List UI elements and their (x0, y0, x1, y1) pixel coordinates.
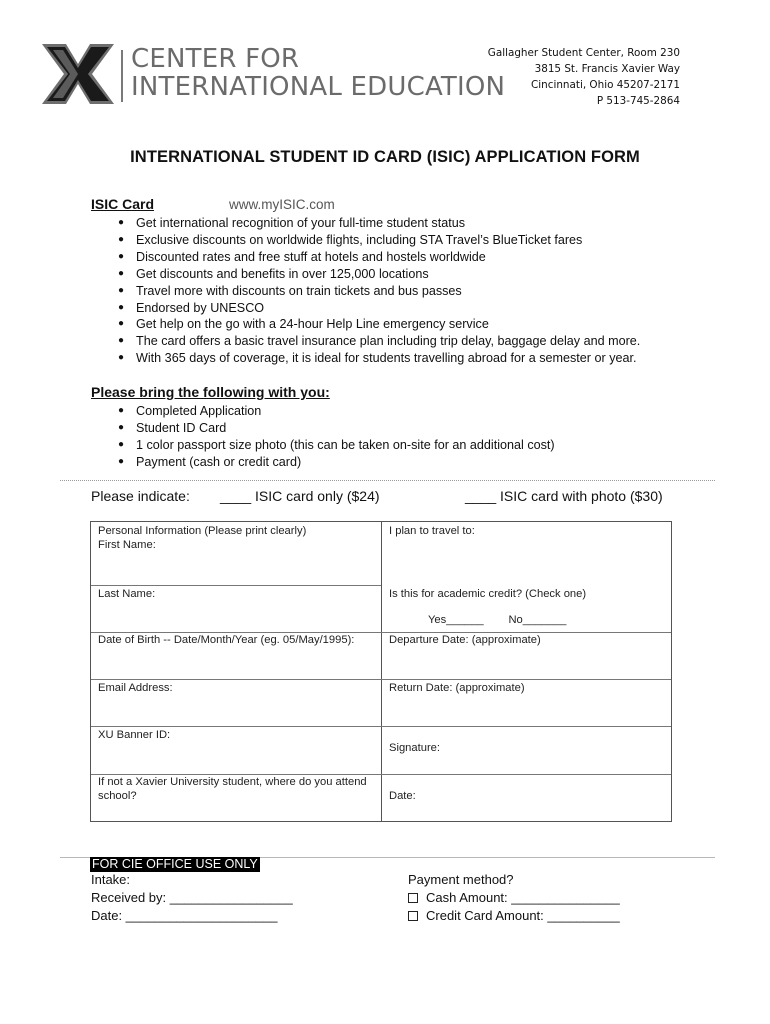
list-item: ● Get help on the go with a 24-hour Help Line emergency service (118, 317, 489, 332)
list-item: ● Endorsed by UNESCO (118, 300, 265, 315)
indicate-label: Please indicate: (91, 488, 190, 504)
table-row-divider (91, 726, 671, 727)
credit-card-checkbox[interactable] (408, 911, 418, 921)
address-phone: P 513-745-2864 (596, 95, 680, 107)
table-column-divider (381, 522, 382, 821)
isic-website-link[interactable]: www.myISIC.com (229, 197, 335, 212)
email-field[interactable]: Email Address: (98, 682, 173, 694)
list-item: ● Payment (cash or credit card) (118, 454, 302, 469)
list-item: ● 1 color passport size photo (this can be taken on-site for an additional cost) (118, 437, 555, 452)
signature-field[interactable]: Signature: (389, 742, 440, 754)
bullet-icon: ● (118, 318, 125, 330)
bullet-icon: ● (118, 267, 125, 279)
other-school-field-line1[interactable]: If not a Xavier University student, where do you attend (98, 776, 367, 788)
bullet-icon: ● (118, 335, 125, 347)
travel-destination-field[interactable]: I plan to travel to: (389, 525, 475, 537)
logo-text-line1: CENTER FOR (131, 44, 300, 74)
bullet-icon: ● (118, 405, 125, 416)
list-item: ● Travel more with discounts on train tickets and bus passes (118, 283, 462, 298)
personal-info-heading: Personal Information (Please print clearly) (98, 525, 307, 537)
isic-heading: ISIC Card (91, 196, 155, 212)
cash-amount-row[interactable] (408, 889, 620, 907)
credit-amount-row[interactable] (408, 907, 620, 925)
departure-date-field[interactable]: Departure Date: (approximate) (389, 634, 541, 646)
bullet-icon: ● (118, 301, 125, 313)
date-field[interactable]: Date: (389, 790, 416, 802)
list-item: ● Student ID Card (118, 420, 227, 435)
table-row-divider (91, 679, 671, 680)
bullet-icon: ● (118, 352, 125, 364)
address-line: 3815 St. Francis Xavier Way (534, 63, 680, 75)
banner-id-field[interactable]: XU Banner ID: (98, 729, 171, 741)
bring-items-list (118, 403, 555, 471)
option-card-with-photo[interactable]: ____ ISIC card with photo ($30) (465, 488, 663, 504)
received-by-field[interactable]: Received by: _________________ (91, 890, 293, 905)
list-item: ● Get discounts and benefits in over 125,000 locations (118, 266, 429, 281)
logo-divider (121, 50, 123, 102)
return-date-field[interactable]: Return Date: (approximate) (389, 682, 525, 694)
first-name-field[interactable]: First Name: (98, 539, 156, 551)
list-item: ● Discounted rates and free stuff at hotels and hostels worldwide (118, 249, 486, 264)
payment-method-label: Payment method? (408, 872, 514, 887)
cash-amount-label: Cash Amount: _______________ (426, 890, 620, 905)
bring-heading: Please bring the following with you: (91, 384, 330, 400)
form-title: INTERNATIONAL STUDENT ID CARD (ISIC) APPLICATION FORM (130, 148, 640, 166)
bullet-icon: ● (118, 250, 125, 262)
bullet-icon: ● (118, 233, 125, 245)
address-line: Cincinnati, Ohio 45207-2171 (531, 79, 680, 91)
other-school-field-line2: school? (98, 790, 137, 802)
section-divider (60, 480, 715, 481)
office-date-field[interactable]: Date: _____________________ (91, 908, 278, 923)
cash-checkbox[interactable] (408, 893, 418, 903)
date-of-birth-field[interactable]: Date of Birth -- Date/Month/Year (eg. 05/May/1995): (98, 634, 355, 646)
office-use-label: FOR CIE OFFICE USE ONLY (92, 857, 258, 871)
xavier-x-logo (40, 42, 116, 106)
office-address (488, 45, 680, 109)
academic-credit-yes-no[interactable]: Yes______ No_______ (428, 614, 567, 626)
option-card-only[interactable]: ____ ISIC card only ($24) (220, 488, 380, 504)
bullet-icon: ● (118, 217, 125, 228)
bullet-icon: ● (118, 455, 125, 467)
credit-amount-label: Credit Card Amount: __________ (426, 908, 620, 923)
last-name-field[interactable]: Last Name: (98, 588, 156, 600)
logo-text-line2: INTERNATIONAL EDUCATION (131, 72, 506, 102)
bullet-icon: ● (118, 438, 125, 450)
intake-label: Intake: (91, 872, 131, 887)
application-table (90, 521, 672, 822)
bullet-icon: ● (118, 284, 125, 296)
list-item: ● The card offers a basic travel insurance plan including trip delay, baggage delay and more. (118, 334, 641, 349)
address-line: Gallagher Student Center, Room 230 (487, 47, 680, 59)
academic-credit-question: Is this for academic credit? (Check one) (389, 588, 587, 600)
list-item: ● Completed Application (118, 404, 262, 418)
list-item: ● Get international recognition of your full-time student status (118, 216, 466, 230)
list-item: ● Exclusive discounts on worldwide flights, including STA Travel’s BlueTicket fares (118, 232, 583, 247)
list-item: ● With 365 days of coverage, it is ideal for students travelling abroad for a semester or year. (118, 351, 637, 366)
table-row-divider (91, 585, 381, 586)
bullet-icon: ● (118, 421, 125, 433)
isic-benefits-list (118, 215, 640, 367)
